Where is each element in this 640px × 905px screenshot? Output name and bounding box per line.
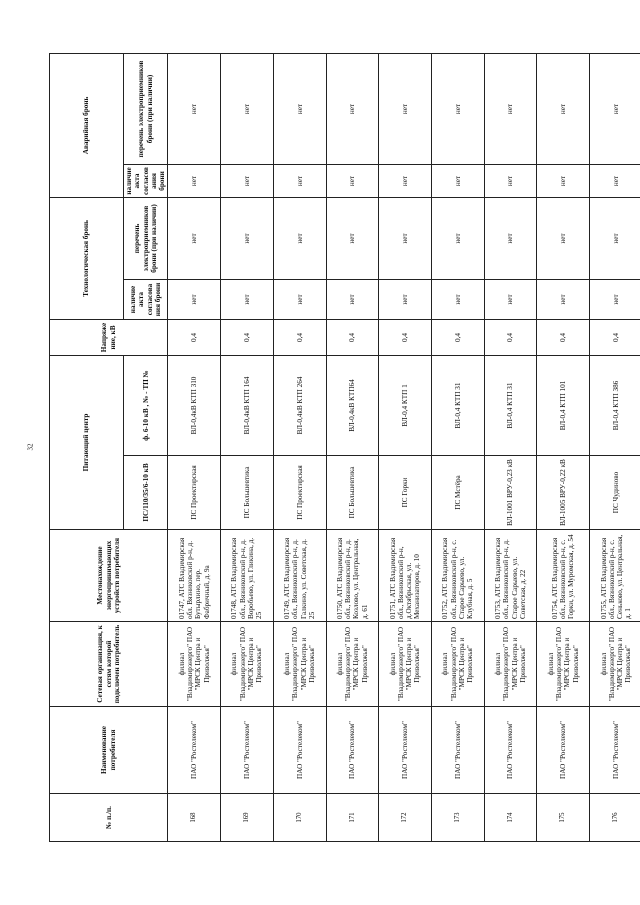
header-power-center: Питающий центр [50, 356, 124, 530]
cell-voltage: 0,4 [273, 320, 326, 356]
cell-consumer: ПАО "Ростелеком" [537, 707, 590, 794]
cell-tech-list: нет [590, 197, 640, 279]
header-emergency-reserve: Аварийная бронь [50, 53, 124, 197]
cell-consumer: ПАО "Ростелеком" [221, 707, 274, 794]
cell-consumer: ПАО "Ростелеком" [590, 707, 640, 794]
table-row [432, 53, 485, 841]
cell-no: 172 [379, 794, 432, 842]
cell-substation: ПС Мстёра [432, 456, 485, 530]
document-table-rotated [49, 54, 640, 842]
cell-network: филиал "Владимирэнерго" ПАО "МРСК Центра и Приволжья" [537, 622, 590, 707]
cell-location: 01748, АТС Владимирская обл., Вязниковский р-н, д. Воробьево, ул. Гликина, д. 25 [221, 530, 274, 622]
cell-emergency-list: нет [168, 53, 221, 164]
cell-substation: ПС Горки [379, 456, 432, 530]
cell-network: филиал "Владимирэнерго" ПАО "МРСК Центра и Приволжья" [273, 622, 326, 707]
cell-network: филиал "Владимирэнерго" ПАО "МРСК Центра и Приволжья" [379, 622, 432, 707]
cell-consumer: ПАО "Ростелеком" [168, 707, 221, 794]
cell-emergency-list: нет [537, 53, 590, 164]
cell-voltage: 0,4 [326, 320, 379, 356]
cell-emergency-act: нет [590, 164, 640, 197]
cell-substation: ПС Большевтика [221, 456, 274, 530]
cell-no: 170 [273, 794, 326, 842]
cell-no: 173 [432, 794, 485, 842]
table-row [379, 53, 432, 841]
cell-emergency-act: нет [326, 164, 379, 197]
cell-tech-act: нет [273, 280, 326, 320]
cell-tech-list: нет [168, 197, 221, 279]
table-row [221, 53, 274, 841]
cell-network: филиал "Владимирэнерго" ПАО "МРСК Центра и Приволжья" [484, 622, 537, 707]
cell-network: филиал "Владимирэнерго" ПАО "МРСК Центра и Приволжья" [168, 622, 221, 707]
cell-emergency-list: нет [379, 53, 432, 164]
cell-network: филиал "Владимирэнерго" ПАО "МРСК Центра и Приволжья" [326, 622, 379, 707]
cell-location: 01747, АТС Владимирская обл. Вязниковский р-н, д. Бутырлино, пер. Фабричный, д. 9а [168, 530, 221, 622]
cell-consumer: ПАО "Ростелеком" [273, 707, 326, 794]
cell-consumer: ПАО "Ростелеком" [484, 707, 537, 794]
cell-tech-act: нет [326, 280, 379, 320]
cell-emergency-list: нет [326, 53, 379, 164]
cell-tech-list: нет [273, 197, 326, 279]
header-emergency-act: наличие акта согласования брони [124, 164, 168, 197]
cell-substation: ПС Проектирская [273, 456, 326, 530]
cell-emergency-act: нет [537, 164, 590, 197]
cell-substation: ВЛ-1005 ВРУ-0,22 кВ [537, 456, 590, 530]
cell-location: 01752, АТС Владимирская обл., Вязниковский р-н, с. Старое Сарыево, ул. Клубная, д. 5 [432, 530, 485, 622]
cell-voltage: 0,4 [432, 320, 485, 356]
cell-feeder: ВЛ-0,4кВ КТП64 [326, 356, 379, 456]
cell-location: 01750, АТС Владимирская обл., Вязниковский р-н, д. Козлово, ул. Центральная, д. 61 [326, 530, 379, 622]
cell-network: филиал "Владимирэнерго" ПАО "МРСК Центра и Приволжья" [590, 622, 640, 707]
cell-tech-act: нет [484, 280, 537, 320]
cell-feeder: ВЛ-0,4кВ КТП 164 [221, 356, 274, 456]
cell-voltage: 0,4 [590, 320, 640, 356]
cell-consumer: ПАО "Ростелеком" [432, 707, 485, 794]
table-row [484, 53, 537, 841]
cell-substation: ВЛ-1001 ВРУ-0,23 кВ [484, 456, 537, 530]
cell-voltage: 0,4 [537, 320, 590, 356]
table-row [590, 53, 640, 841]
cell-substation: ПС Большевтика [326, 456, 379, 530]
cell-tech-act: нет [168, 280, 221, 320]
cell-consumer: ПАО "Ростелеком" [326, 707, 379, 794]
header-no: № п./п. [50, 794, 168, 842]
cell-feeder: ВЛ-0,4кВ КТП 264 [273, 356, 326, 456]
cell-tech-act: нет [432, 280, 485, 320]
cell-feeder: ВЛ-0,4кВ КТП 310 [168, 356, 221, 456]
table-row [537, 53, 590, 841]
header-network: Сетевая организация, к сетям которой подключен потребитель [50, 622, 168, 707]
cell-tech-act: нет [590, 280, 640, 320]
cell-no: 174 [484, 794, 537, 842]
cell-tech-list: нет [379, 197, 432, 279]
cell-substation: ПС Чудиново [590, 456, 640, 530]
cell-emergency-act: нет [221, 164, 274, 197]
cell-tech-list: нет [326, 197, 379, 279]
cell-emergency-act: нет [273, 164, 326, 197]
cell-no: 171 [326, 794, 379, 842]
header-location: Местонахождение энергопринимающих устройств потребителя [50, 530, 168, 622]
cell-substation: ПС Проектирская [168, 456, 221, 530]
header-emergency-list: перечень электроприемников брони (при наличии) [124, 53, 168, 164]
cell-location: 01751, АТС Владимирская обл., Вязниковский р-н, д.Октябрьская, ул. Механизаторов, д. 10 [379, 530, 432, 622]
cell-location: 01749, АТС Владимирская обл., Вязниковский р-н, д. Галкино, ул. Советская, д. 25 [273, 530, 326, 622]
cell-feeder: ВЛ-0,4 КТП 31 [432, 356, 485, 456]
cell-no: 175 [537, 794, 590, 842]
cell-network: филиал "Владимирэнерго" ПАО "МРСК Центра и Приволжья" [221, 622, 274, 707]
cell-voltage: 0,4 [484, 320, 537, 356]
cell-tech-act: нет [537, 280, 590, 320]
cell-emergency-act: нет [432, 164, 485, 197]
table-row [168, 53, 221, 841]
table-row [326, 53, 379, 841]
header-consumer: Наименование потребителя [50, 707, 168, 794]
header-tech-reserve: Технологическая бронь [50, 197, 124, 319]
header-tech-act: наличие акта согласования брони [124, 280, 168, 320]
header-feeder: ф. 6-10 кВ , № - ТП № [124, 356, 168, 456]
cell-no: 169 [221, 794, 274, 842]
cell-tech-act: нет [379, 280, 432, 320]
cell-voltage: 0,4 [221, 320, 274, 356]
table-row [273, 53, 326, 841]
cell-location: 01754, АТС Владимирская обл., Вязниковский р-н, с. Горки, ул. Муромская, д. 54 [537, 530, 590, 622]
cell-no: 168 [168, 794, 221, 842]
cell-emergency-list: нет [221, 53, 274, 164]
cell-emergency-list: нет [432, 53, 485, 164]
cell-location: 01753, АТС Владимирская обл., Вязниковский р-н, д. Старое Сарыево, ул. Советская, д. 22 [484, 530, 537, 622]
cell-voltage: 0,4 [379, 320, 432, 356]
cell-emergency-list: нет [273, 53, 326, 164]
header-tech-list: перечень электроприемников брони (при наличии) [124, 197, 168, 279]
cell-consumer: ПАО "Ростелеком" [379, 707, 432, 794]
cell-emergency-act: нет [484, 164, 537, 197]
cell-feeder: ВЛ-0,4 КТП 101 [537, 356, 590, 456]
page-number: 32 [26, 443, 35, 451]
cell-no: 176 [590, 794, 640, 842]
consumer-table [49, 53, 640, 842]
cell-tech-act: нет [221, 280, 274, 320]
cell-tech-list: нет [537, 197, 590, 279]
cell-emergency-act: нет [379, 164, 432, 197]
cell-emergency-act: нет [168, 164, 221, 197]
header-substation: ПС/110/35/6-10 кВ [124, 456, 168, 530]
cell-tech-list: нет [484, 197, 537, 279]
cell-emergency-list: нет [590, 53, 640, 164]
cell-network: филиал "Владимирэнерго" ПАО "МРСК Центра и Приволжья" [432, 622, 485, 707]
cell-tech-list: нет [221, 197, 274, 279]
cell-voltage: 0,4 [168, 320, 221, 356]
header-voltage: Напряжение, кВ [50, 320, 168, 356]
cell-emergency-list: нет [484, 53, 537, 164]
cell-feeder: ВЛ-0,4 КТП 1 [379, 356, 432, 456]
cell-tech-list: нет [432, 197, 485, 279]
cell-feeder: ВЛ-0,4 КТП 31 [484, 356, 537, 456]
cell-feeder: ВЛ-0,4 КТП 386 [590, 356, 640, 456]
cell-location: 01755, АТС Владимирская обл., Вязниковский р-н, с. Сеньково, ул. Центральная, д. 1 [590, 530, 640, 622]
